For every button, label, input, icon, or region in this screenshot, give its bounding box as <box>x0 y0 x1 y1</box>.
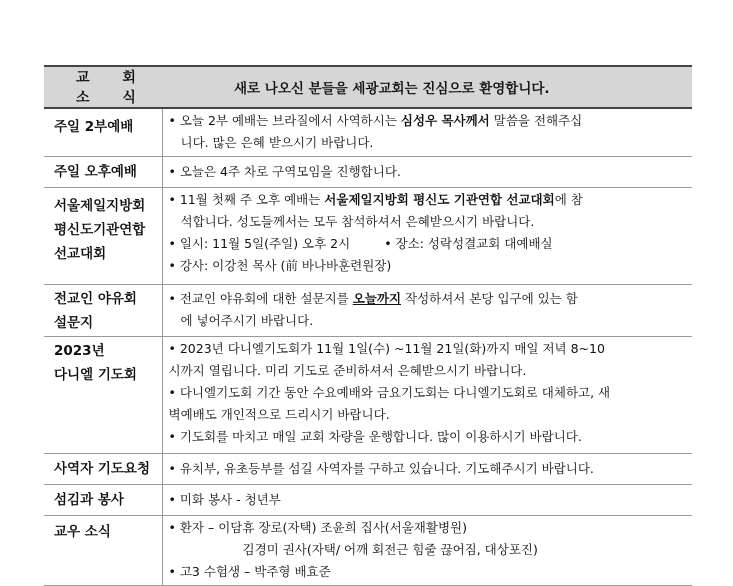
news-row-picnic-survey <box>44 285 692 337</box>
content-line: • 환자 – 이담휴 장로(자택) 조윤희 집사(서울재활병원) <box>168 520 467 535</box>
row-content <box>162 516 692 586</box>
content-line: 벽예배도 개인적으로 드리시기 바랍니다. <box>168 407 390 422</box>
row-label: 주일 2부예배 <box>44 108 162 157</box>
content-line: • 오늘 2부 예배는 브라질에서 사역하시는 심성우 목사께서 말씀을 전해주십 <box>168 113 583 128</box>
event-datetime: • 일시: 11월 5일(주일) 오후 2시 <box>168 236 351 251</box>
news-row-mission-conference <box>44 188 692 285</box>
content-line <box>169 233 687 255</box>
content-line: 석합니다. 성도들께서는 모두 참석하셔서 은혜받으시기 바랍니다. <box>180 214 535 229</box>
news-row-member-news <box>44 516 692 586</box>
content-line: • 11월 첫째 주 오후 예배는 서울제일지방회 평신도 기관연합 선교대회에 참 <box>168 192 583 207</box>
content-line: • 다니엘기도회 기간 동안 수요예배와 금요기도회는 다니엘기도회로 대체하고, 새 <box>168 385 611 400</box>
content-line: 에 넣어주시기 바랍니다. <box>180 313 314 328</box>
news-row-daniel-prayer <box>44 337 692 454</box>
content-line: • 오늘은 4주 차로 구역모임을 진행합니다. <box>168 164 401 179</box>
row-label: 섬김과 봉사 <box>44 485 162 516</box>
row-label: 서울제일지방회 평신도기관연합 선교대회 <box>44 188 162 285</box>
preacher-name: 심성우 목사께서 <box>400 113 490 128</box>
event-name: 서울제일지방회 평신도 기관연합 선교대회 <box>324 192 555 207</box>
news-row-service <box>44 485 692 516</box>
row-label: 전교인 야유회 설문지 <box>44 285 162 337</box>
content-line: • 전교인 야유회에 대한 설문지를 오늘까지 작성하셔서 본당 입구에 있는 함 <box>168 291 578 306</box>
news-row-staff-prayer <box>44 454 692 485</box>
header-row <box>44 66 692 108</box>
welcome-message: 새로 나오신 분들을 세광교회는 진심으로 환영합니다. <box>162 66 692 108</box>
row-label: 2023년 다니엘 기도회 <box>44 337 162 454</box>
content-line: • 기도회를 마치고 매일 교회 차량을 운행합니다. 많이 이용하시기 바랍니다. <box>168 429 582 444</box>
content-line: 김경미 권사(자택/ 어깨 회전근 힘줄 끊어짐, 대상포진) <box>242 542 538 557</box>
section-title: 교 회 소 식 <box>44 66 162 108</box>
content-line: 니다. 많은 은혜 받으시기 바랍니다. <box>180 135 374 150</box>
content-line: 시까지 열립니다. 미리 기도로 준비하셔서 은혜받으시기 바랍니다. <box>168 363 527 378</box>
content-line: • 강사: 이강천 목사 (前 바나바훈련원장) <box>168 258 392 273</box>
content-line: • 유치부, 유초등부를 섬길 사역자를 구하고 있습니다. 기도해주시기 바랍니다. <box>168 461 594 476</box>
church-news-sheet <box>44 65 692 586</box>
row-content <box>162 337 692 454</box>
row-content <box>162 454 692 485</box>
content-line: • 미화 봉사 - 청년부 <box>168 492 281 507</box>
row-content <box>162 485 692 516</box>
row-label: 주일 오후예배 <box>44 157 162 188</box>
row-content <box>162 188 692 285</box>
news-row-sunday-2nd-service <box>44 108 692 157</box>
event-venue: • 장소: 성락성결교회 대예배실 <box>384 236 553 251</box>
row-content <box>162 157 692 188</box>
row-label: 사역자 기도요청 <box>44 454 162 485</box>
row-label: 교우 소식 <box>44 516 162 586</box>
content-line: • 고3 수험생 – 박주형 배효준 <box>168 564 331 579</box>
news-table <box>44 65 692 586</box>
news-row-sunday-afternoon <box>44 157 692 188</box>
row-content <box>162 108 692 157</box>
content-line: • 2023년 다니엘기도회가 11월 1일(수) ~11월 21일(화)까지 매일 저녁 8~10 <box>168 341 605 356</box>
deadline-highlight: 오늘까지 <box>352 291 402 306</box>
row-content <box>162 285 692 337</box>
